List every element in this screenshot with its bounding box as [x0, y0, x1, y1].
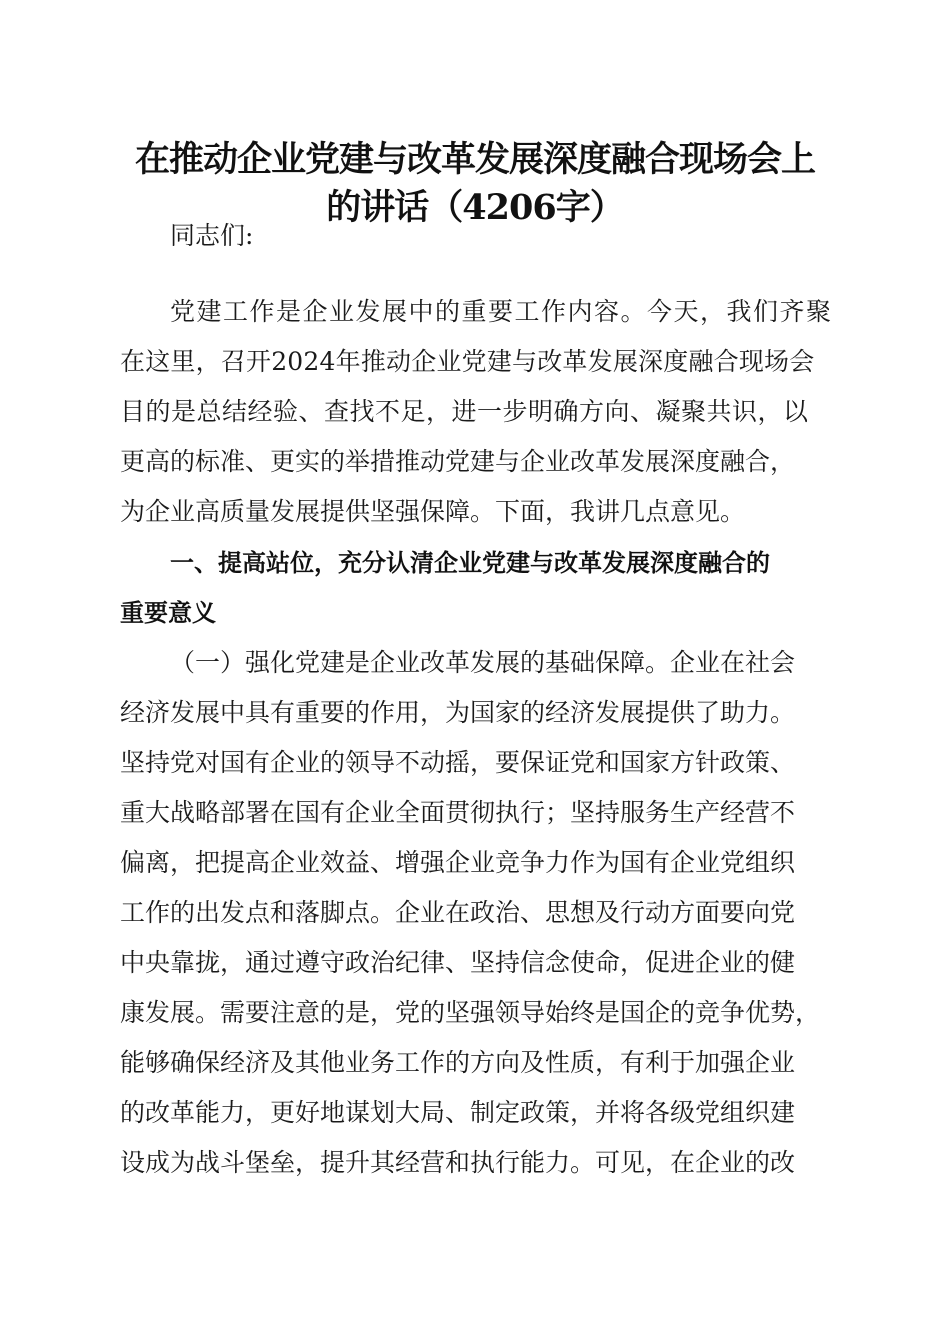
- subsection-line-10: 的改革能力，更好地谋划大局、制定政策，并将各级党组织建: [120, 1098, 796, 1127]
- document-title-line-2: 的讲话（4206字）: [326, 187, 624, 228]
- subsection-line-2: 经济发展中具有重要的作用，为国家的经济发展提供了助力。: [120, 698, 796, 727]
- subsection-line-9: 能够确保经济及其他业务工作的方向及性质，有利于加强企业: [120, 1048, 796, 1077]
- document-title-line-1: 在推动企业党建与改革发展深度融合现场会上: [134, 139, 815, 180]
- intro-line-1: 党建工作是企业发展中的重要工作内容。今天，我们齐聚: [170, 297, 833, 326]
- salutation: 同志们:: [170, 221, 254, 250]
- subsection-line-1: （一）强化党建是企业改革发展的基础保障。企业在社会: [170, 648, 796, 677]
- intro-line-4: 更高的标准、更实的举措推动党建与企业改革发展深度融合，: [120, 447, 796, 476]
- subsection-line-6: 工作的出发点和落脚点。企业在政治、思想及行动方面要向党: [120, 898, 796, 927]
- subsection-line-4: 重大战略部署在国有企业全面贯彻执行；坚持服务生产经营不: [120, 798, 796, 827]
- subsection-line-8: 康发展。需要注意的是，党的坚强领导始终是国企的竞争优势，: [120, 998, 821, 1027]
- intro-line-2: 在这里，召开2024年推动企业党建与改革发展深度融合现场会: [120, 347, 815, 376]
- section-heading-line-2: 重要意义: [120, 599, 216, 627]
- intro-line-3: 目的是总结经验、查找不足，进一步明确方向、凝聚共识，以: [120, 397, 809, 426]
- intro-line-5: 为企业高质量发展提供坚强保障。下面，我讲几点意见。: [120, 497, 746, 526]
- subsection-line-5: 偏离，把提高企业效益、增强企业竞争力作为国有企业党组织: [120, 848, 796, 877]
- subsection-line-7: 中央靠拢，通过遵守政治纪律、坚持信念使命，促进企业的健: [120, 948, 796, 977]
- section-heading-line-1: 一、提高站位，充分认清企业党建与改革发展深度融合的: [170, 549, 770, 577]
- subsection-line-3: 坚持党对国有企业的领导不动摇，要保证党和国家方针政策、: [120, 748, 796, 777]
- subsection-line-11: 设成为战斗堡垒，提升其经营和执行能力。可见，在企业的改: [120, 1148, 796, 1177]
